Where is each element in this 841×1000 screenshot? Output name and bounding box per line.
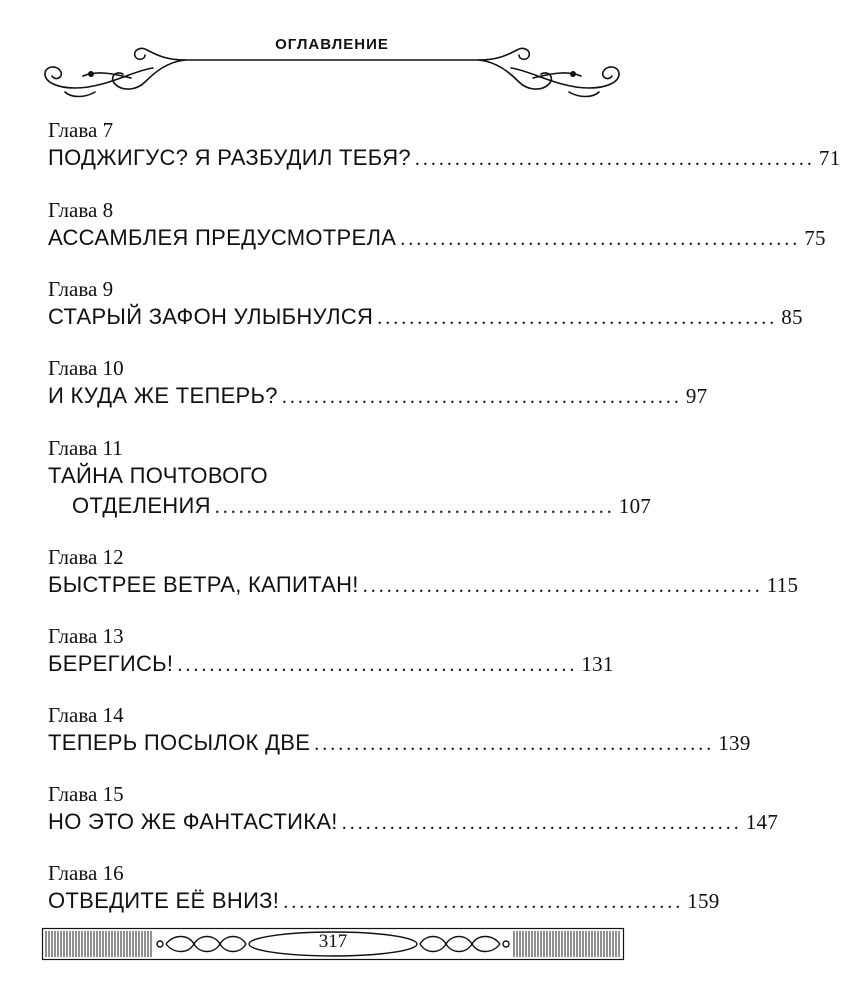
dot-leader: ..................................................	[281, 386, 682, 408]
dot-leader: ..................................................	[362, 575, 763, 597]
chapter-title: АССАМБЛЕЯ ПРЕДУСМОТРЕЛА	[48, 225, 397, 250]
toc-title-line	[48, 728, 751, 758]
chapter-title: ТАЙНА ПОЧТОВОГО	[48, 463, 268, 488]
toc-entry	[48, 197, 826, 253]
chapter-title-continued: ОТДЕЛЕНИЯ	[72, 493, 211, 518]
chapter-label: Глава 16	[48, 861, 124, 885]
page-number: 159	[687, 889, 720, 913]
chapter-title: НО ЭТО ЖЕ ФАНТАСТИКА!	[48, 809, 338, 834]
chapter-label: Глава 10	[48, 356, 124, 380]
running-title: ОГЛАВЛЕНИЕ	[275, 36, 389, 53]
toc-title-line	[48, 381, 708, 411]
toc-title-line	[48, 886, 720, 916]
dot-leader: ..................................................	[214, 496, 615, 518]
toc-title-line	[48, 143, 841, 173]
dot-leader: ..................................................	[377, 307, 778, 329]
toc-entry	[48, 702, 751, 758]
toc-entry	[48, 435, 652, 521]
dot-leader: ..................................................	[314, 733, 715, 755]
page-number: 97	[685, 384, 708, 408]
toc-entry	[48, 781, 779, 837]
chapter-title: ПОДЖИГУС? Я РАЗБУДИЛ ТЕБЯ?	[48, 145, 411, 170]
toc-title-line	[48, 223, 826, 253]
dot-leader: ..................................................	[341, 812, 742, 834]
chapter-title: ОТВЕДИТЕ ЕЁ ВНИЗ!	[48, 888, 280, 913]
toc-title-line	[48, 807, 779, 837]
chapter-title: ТЕПЕРЬ ПОСЫЛОК ДВЕ	[48, 730, 311, 755]
chapter-label: Глава 9	[48, 277, 114, 301]
toc-title-line	[48, 649, 614, 679]
toc-entry	[48, 276, 803, 332]
page-number: 107	[618, 494, 652, 518]
chapter-label: Глава 13	[48, 624, 124, 648]
page-number: 85	[781, 305, 803, 329]
chapter-label: Глава 12	[48, 545, 124, 569]
chapter-title: СТАРЫЙ ЗАФОН УЛЫБНУЛСЯ	[48, 304, 374, 329]
toc-entry	[48, 544, 799, 600]
header-ornament	[35, 48, 629, 108]
page-number: 147	[745, 810, 779, 834]
dot-leader: ..................................................	[400, 228, 801, 250]
toc-entry	[48, 860, 720, 916]
toc-title-line	[48, 302, 803, 332]
page-number: 131	[581, 652, 614, 676]
page-number: 139	[718, 731, 751, 755]
chapter-title: БЕРЕГИСЬ!	[48, 651, 174, 676]
chapter-label: Глава 15	[48, 782, 124, 806]
chapter-label: Глава 11	[48, 436, 123, 460]
page-number: 71	[818, 146, 841, 170]
toc-title-line	[48, 570, 799, 600]
chapter-label: Глава 14	[48, 703, 124, 727]
dot-leader: ..................................................	[177, 654, 578, 676]
chapter-label: Глава 8	[48, 198, 114, 222]
toc-entry	[48, 117, 841, 173]
toc-entry	[48, 623, 614, 679]
toc-title-line	[48, 491, 652, 521]
chapter-label: Глава 7	[48, 118, 114, 142]
dot-leader: ..................................................	[414, 148, 815, 170]
footer-ornament-bar	[42, 928, 624, 960]
toc-title-line	[48, 461, 548, 491]
toc-entry	[48, 355, 708, 411]
chapter-title: БЫСТРЕЕ ВЕТРА, КАПИТАН!	[48, 572, 359, 597]
page-number: 115	[766, 573, 799, 597]
page-folio: 317	[318, 931, 348, 952]
page-number: 75	[804, 226, 826, 250]
running-header	[0, 30, 664, 100]
dot-leader: ..................................................	[283, 891, 684, 913]
chapter-title: И КУДА ЖЕ ТЕПЕРЬ?	[48, 383, 278, 408]
